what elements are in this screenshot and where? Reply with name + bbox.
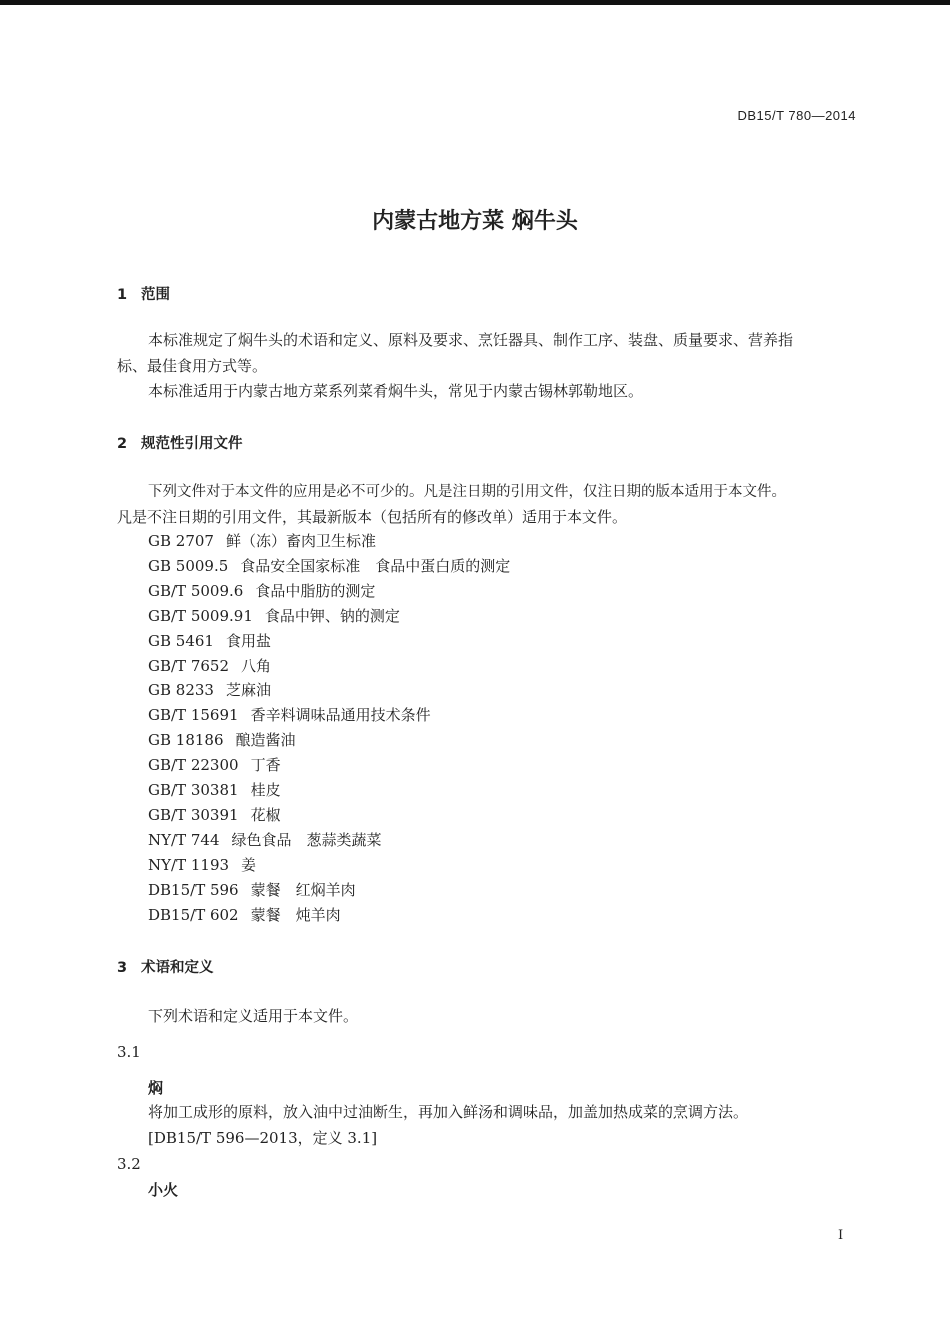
reference-item: [148, 680, 271, 700]
reference-name: 鲜（冻）畜肉卫生标准: [225, 532, 376, 550]
reference-name: 绿色食品 葱蒜类蔬菜: [231, 830, 382, 849]
term-definition: 将加工成形的原料，放入油中过油断生，再加入鲜汤和调味品，加盖加热成菜的烹调方法。: [148, 1103, 749, 1121]
reference-item: [148, 606, 400, 626]
reference-name: 酿造酱油: [235, 731, 296, 750]
reference-item: [148, 556, 510, 576]
section-number: 1: [117, 287, 128, 303]
reference-code: GB/T 5009.91: [148, 606, 253, 625]
section-title: 范围: [141, 287, 170, 303]
reference-name: 蒙餐 红焖羊肉: [250, 880, 356, 899]
paragraph-line: 下列术语和定义适用于本文件。: [148, 1007, 359, 1025]
term-number: 3.1: [117, 1043, 141, 1061]
reference-code: GB/T 5009.6: [148, 581, 244, 600]
reference-name: 食品中脂肪的测定: [255, 581, 376, 600]
section-title: 规范性引用文件: [141, 436, 243, 452]
section-number: 2: [117, 436, 128, 452]
reference-item: [148, 880, 356, 900]
reference-name: 桂皮: [250, 781, 281, 799]
section-2-heading: [117, 432, 243, 453]
reference-item: [148, 730, 296, 750]
term-number: 3.2: [117, 1155, 141, 1173]
reference-name: 花椒: [250, 805, 281, 824]
reference-name: 香辛料调味品通用技术条件: [250, 706, 431, 725]
reference-code: GB/T 22300: [148, 756, 239, 775]
reference-item: [148, 631, 271, 651]
reference-name: 食用盐: [225, 631, 271, 650]
paragraph-line: 本标准规定了焖牛头的术语和定义、原料及要求、烹饪器具、制作工序、装盘、质量要求、营养指: [148, 331, 794, 349]
reference-name: 芝麻油: [225, 681, 271, 700]
term-source: [DB15/T 596—2013，定义 3.1]: [148, 1129, 378, 1147]
reference-code: GB/T 30391: [148, 805, 239, 824]
reference-code: GB/T 7652: [148, 656, 230, 675]
reference-code: GB/T 30381: [148, 781, 239, 799]
section-number: 3: [117, 960, 128, 976]
reference-item: [148, 905, 341, 925]
reference-code: NY/T 1193: [148, 855, 230, 874]
reference-item: [148, 780, 281, 800]
reference-code: GB 2707: [148, 532, 214, 550]
reference-name: 丁香: [250, 756, 281, 775]
page-number: I: [838, 1228, 844, 1243]
reference-code: GB 5461: [148, 631, 214, 650]
reference-code: GB/T 15691: [148, 706, 239, 725]
document-title: 内蒙古地方菜 焖牛头: [372, 209, 578, 234]
reference-name: 八角: [241, 656, 272, 675]
reference-code: GB 8233: [148, 681, 214, 700]
paragraph-line: 下列文件对于本文件的应用是必不可少的。凡是注日期的引用文件，仅注日期的版本适用于本文件。: [148, 484, 786, 500]
reference-code: NY/T 744: [148, 830, 220, 849]
reference-code: GB 5009.5: [148, 556, 229, 575]
paragraph-line: 凡是不注日期的引用文件，其最新版本（包括所有的修改单）适用于本文件。: [117, 508, 628, 526]
reference-item: [148, 830, 382, 850]
reference-name: 食品中钾、钠的测定: [264, 606, 400, 625]
reference-item: [148, 755, 281, 775]
reference-item: [148, 855, 256, 875]
reference-code: GB 18186: [148, 731, 224, 750]
reference-name: 蒙餐 炖羊肉: [250, 905, 341, 924]
section-1-heading: [117, 283, 170, 304]
paragraph-line: 标、最佳食用方式等。: [117, 357, 268, 375]
term-name: 焖: [148, 1079, 164, 1097]
reference-item: [148, 581, 375, 601]
section-title: 术语和定义: [141, 960, 214, 976]
standard-number: DB15/T 780—2014: [737, 108, 856, 123]
section-3-heading: [117, 956, 214, 977]
reference-name: 食品安全国家标准 食品中蛋白质的测定: [240, 556, 511, 575]
reference-item: [148, 656, 271, 676]
reference-item: [148, 531, 376, 551]
reference-item: [148, 805, 281, 825]
scan-border: [0, 0, 950, 5]
reference-item: [148, 705, 431, 725]
reference-code: DB15/T 602: [148, 905, 239, 924]
reference-name: 姜: [241, 855, 257, 874]
term-name: 小火: [148, 1181, 179, 1199]
paragraph-line: 本标准适用于内蒙古地方菜系列菜肴焖牛头，常见于内蒙古锡林郭勒地区。: [148, 382, 644, 400]
reference-code: DB15/T 596: [148, 880, 239, 899]
